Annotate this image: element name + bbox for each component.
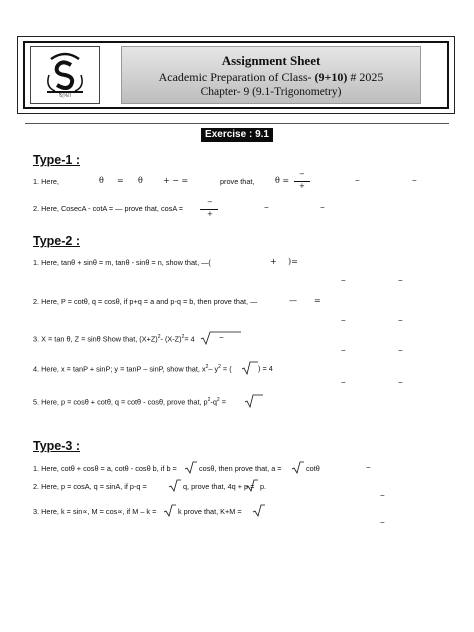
type3-q1-tail: − bbox=[366, 463, 371, 472]
type2-q3-text: 3. X = tan θ, Z = sinθ Show that, $(X+Z)^2-$ $(X-Z)^2= 4$ bbox=[33, 334, 195, 344]
type3-q1-radical2-icon bbox=[291, 461, 305, 479]
type2-q2-tail1: − bbox=[341, 316, 346, 325]
type1-q1-theta2: θ bbox=[138, 176, 143, 185]
type1-q2-frac-top: − bbox=[207, 198, 213, 206]
type3-q3-tail: − bbox=[380, 518, 385, 527]
type1-q1-frac-top: − bbox=[299, 170, 305, 178]
type3-heading: Type-3 : bbox=[33, 439, 80, 453]
type2-q3-tail1: − bbox=[341, 346, 346, 355]
type3-q1-text: 1. Here, cotθ + cosθ = a, cotθ - cosθ b, if b = bbox=[33, 464, 177, 473]
logo-text: ছায়া bbox=[58, 91, 72, 99]
type1-q2-frac-bottom: + bbox=[207, 210, 213, 218]
type2-q2-text: 2. Here, P = cotθ, q = cosθ, if p+q = a and p-q = b, then prove that, — bbox=[33, 297, 258, 306]
logo bbox=[30, 46, 100, 104]
type3-q1-mid: cosθ, then prove that, a = bbox=[199, 464, 282, 473]
type1-q2-tail1: − bbox=[264, 203, 269, 212]
type3-q1-end: cotθ bbox=[306, 464, 320, 473]
type3-q2-mid: q, prove that, 4q + p = bbox=[183, 482, 255, 491]
type1-q1-ops: + − = bbox=[163, 176, 189, 185]
type2-q5-radical-icon bbox=[244, 394, 264, 413]
type3-q3-radical1-icon bbox=[163, 504, 177, 522]
type1-q1-frac-bottom: + bbox=[299, 182, 305, 190]
header-title-box bbox=[121, 46, 421, 104]
type3-q3-radical2-icon bbox=[252, 504, 266, 522]
type1-q1-tail1: − bbox=[355, 176, 360, 185]
type1-q1-eq: = bbox=[117, 176, 124, 185]
type2-heading: Type-2 : bbox=[33, 234, 80, 248]
type2-q2-end: = bbox=[314, 296, 321, 305]
type1-heading: Type-1 : bbox=[33, 153, 80, 167]
type2-q1-tail2: − bbox=[398, 276, 403, 285]
type1-q2-tail2: − bbox=[320, 203, 325, 212]
type3-q2-radical1-icon bbox=[168, 479, 182, 497]
type3-q2-end: p. bbox=[260, 482, 267, 491]
type3-q3-mid: k prove that, K+M = bbox=[178, 507, 242, 516]
type1-q1-prove: prove that, bbox=[220, 177, 255, 186]
type2-q3-rad: − bbox=[219, 333, 224, 342]
header-divider bbox=[25, 123, 449, 124]
type2-q4-text: 4. Here, x = tanP + sinP; y = tanP – sinP, show that, $x^2-$ $y^2$ = ( bbox=[33, 364, 232, 374]
type2-q5-text: 5. Here, p = cosθ + cotθ, q = cotθ - cosθ, prove that, $p^2-q^2$ = bbox=[33, 397, 226, 407]
type2-q1-text: 1. Here, tanθ + sinθ = m, tanθ - sinθ = n, show that, —( bbox=[33, 258, 211, 267]
chapter-line: Chapter- 9 (9.1-Trigonometry) bbox=[200, 86, 342, 98]
type2-q4-end: ) = 4 bbox=[258, 364, 273, 373]
type3-q2-text: 2. Here, p = cosA, q = sinA, if p-q = bbox=[33, 482, 147, 491]
type2-q3-tail2: − bbox=[398, 346, 403, 355]
type3-q2-tail: − bbox=[380, 491, 385, 500]
type2-q1-end: )= bbox=[288, 257, 298, 266]
type3-q2-radical2-icon bbox=[245, 479, 259, 497]
type1-q2-text: 2. Here, CosecA - cotA = — prove that, cosA = bbox=[33, 204, 184, 213]
type1-q1-theta-eq: θ = bbox=[275, 176, 290, 185]
class-line: Academic Preparation of Class- (9+10) # 2025 bbox=[158, 70, 384, 84]
type3-q1-radical1-icon bbox=[184, 461, 198, 479]
type2-q4-tail1: − bbox=[341, 378, 346, 387]
page-title: Assignment Sheet bbox=[221, 53, 321, 68]
type2-q4-tail2: − bbox=[398, 378, 403, 387]
exercise-badge: Exercise : 9.1 bbox=[201, 128, 273, 142]
type1-q1-text: 1. Here, bbox=[33, 177, 59, 186]
type1-q1-theta1: θ bbox=[99, 176, 104, 185]
type3-q3-text: 3. Here, k = sin∝, M = cos∝, if M – k = bbox=[33, 507, 157, 516]
type2-q4-radical-icon bbox=[241, 361, 259, 380]
type1-q1-tail2: − bbox=[412, 176, 417, 185]
type2-q1-mid: + bbox=[270, 257, 277, 266]
type2-q2-mid: — bbox=[289, 296, 297, 305]
type2-q1-tail1: − bbox=[341, 276, 346, 285]
type2-q2-tail2: − bbox=[398, 316, 403, 325]
